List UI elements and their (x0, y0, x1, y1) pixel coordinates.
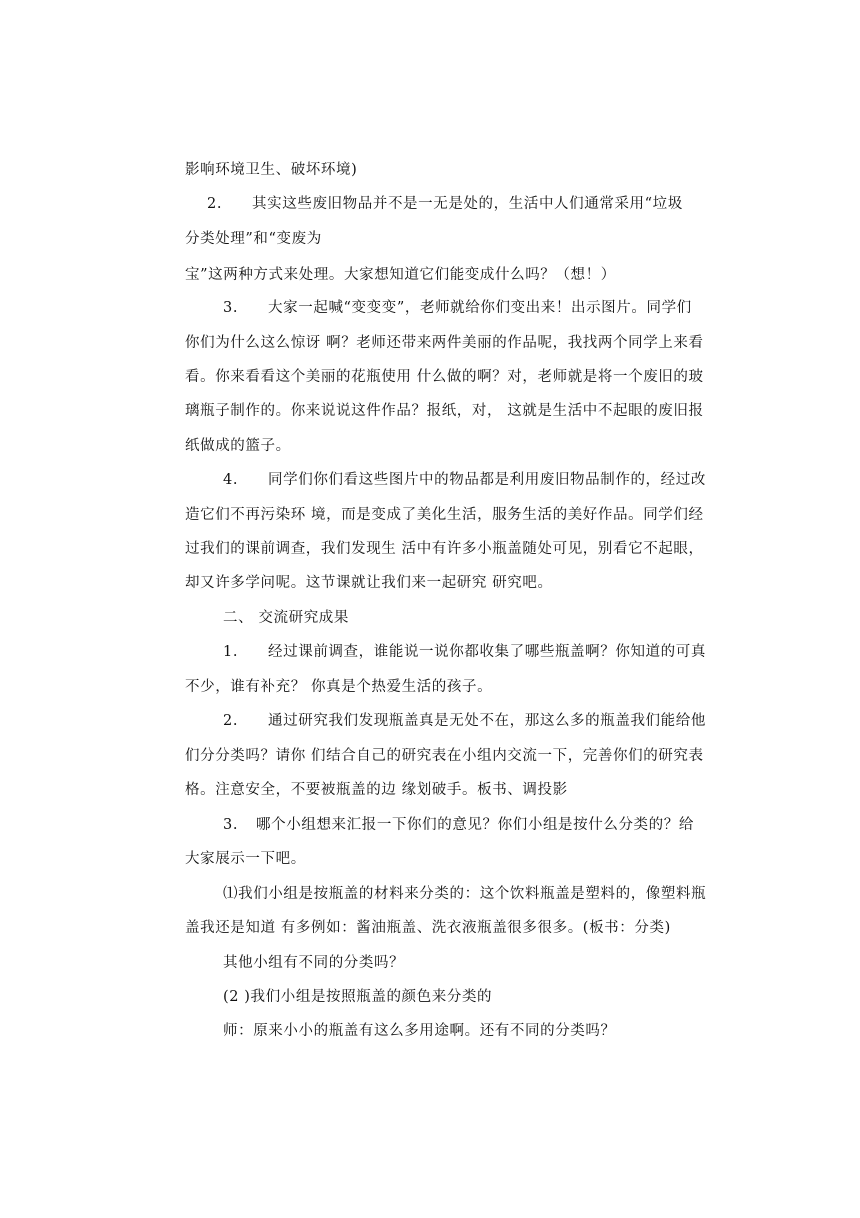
text-line: 影响环境卫生、破坏环境) (185, 162, 358, 178)
paragraph-3-first-line (223, 298, 692, 318)
text-line: 大家一起喊“变变变”，老师就给你们变出来！出示图片。同学们 (268, 300, 692, 316)
paragraph-1-first-line (223, 642, 706, 662)
text-line: 格。注意安全，不要被瓶盖的边 缘划破手。板书、调投影 (185, 782, 568, 798)
text-line: (2 )我们小组是按照瓶盖的颜色来分类的 (223, 989, 493, 1005)
text-line: 大家展示一下吧。 (185, 851, 306, 867)
paragraph-2-first-line (207, 194, 683, 214)
text-line: 不少，谁有补充？ 你真是个热爱生活的孩子。 (185, 679, 493, 695)
text-line: 盖我还是知道 有多例如：酱油瓶盖、洗衣液瓶盖很多很多。(板书：分类) (185, 920, 671, 936)
text-line: 过我们的课前调查，我们发现生 活中有许多小瓶盖随处可见，别看它不起眼， (185, 541, 704, 557)
text-line: 宝”这两种方式来处理。大家想知道它们能变成什么吗？（想！） (185, 267, 616, 283)
item-number: 2. (223, 713, 239, 729)
text-line: 其实这些废旧物品并不是一无是处的，生活中人们通常采用“垃圾 (252, 196, 683, 212)
item-number: 3. (223, 300, 239, 316)
text-line: 们分分类吗？请你 们结合自己的研究表在小组内交流一下，完善你们的研究表 (185, 748, 704, 764)
section-heading: 二、 交流研究成果 (223, 610, 350, 626)
text-line: 其他小组有不同的分类吗？ (223, 955, 405, 971)
text-line: 师：原来小小的瓶盖有这么多用途啊。还有不同的分类吗？ (223, 1023, 616, 1039)
text-line: 通过研究我们发现瓶盖真是无处不在，那这么多的瓶盖我们能给他 (268, 713, 706, 729)
text-line: 纸做成的篮子。 (185, 438, 291, 454)
item-number: 4. (223, 472, 239, 488)
paragraph-3b-first-line (223, 815, 694, 835)
item-number: 1. (223, 644, 239, 660)
paragraph-2b-first-line (223, 711, 706, 731)
text-line: 经过课前调查，谁能说一说你都收集了哪些瓶盖啊？你知道的可真 (268, 644, 706, 660)
text-line: 却又许多学问呢。这节课就让我们来一起研究 研究吧。 (185, 575, 553, 591)
text-line: ⑴我们小组是按瓶盖的材料来分类的：这个饮料瓶盖是塑料的，像塑料瓶 (223, 886, 707, 902)
item-number: 2. (207, 196, 223, 212)
paragraph-4-first-line (223, 470, 706, 490)
item-number: 3. (223, 817, 239, 833)
text-line: 造它们不再污染环 境，而是变成了美化生活，服务生活的美好作品。同学们经 (185, 507, 704, 523)
text-line: 看。你来看看这个美丽的花瓶使用 什么做的啊？对，老师就是将一个废旧的玻 (185, 369, 704, 385)
text-line: 同学们你们看这些图片中的物品都是利用废旧物品制作的，经过改 (268, 472, 706, 488)
text-line: 你们为什么这么惊讶 啊？老师还带来两件美丽的作品呢，我找两个同学上来看 (185, 335, 704, 351)
text-line: 哪个小组想来汇报一下你们的意见？你们小组是按什么分类的？给 (256, 817, 694, 833)
text-line: 分类处理”和“变废为 (185, 231, 322, 247)
text-line: 璃瓶子制作的。你来说说这件作品？报纸，对， 这就是生活中不起眼的废旧报 (185, 403, 704, 419)
